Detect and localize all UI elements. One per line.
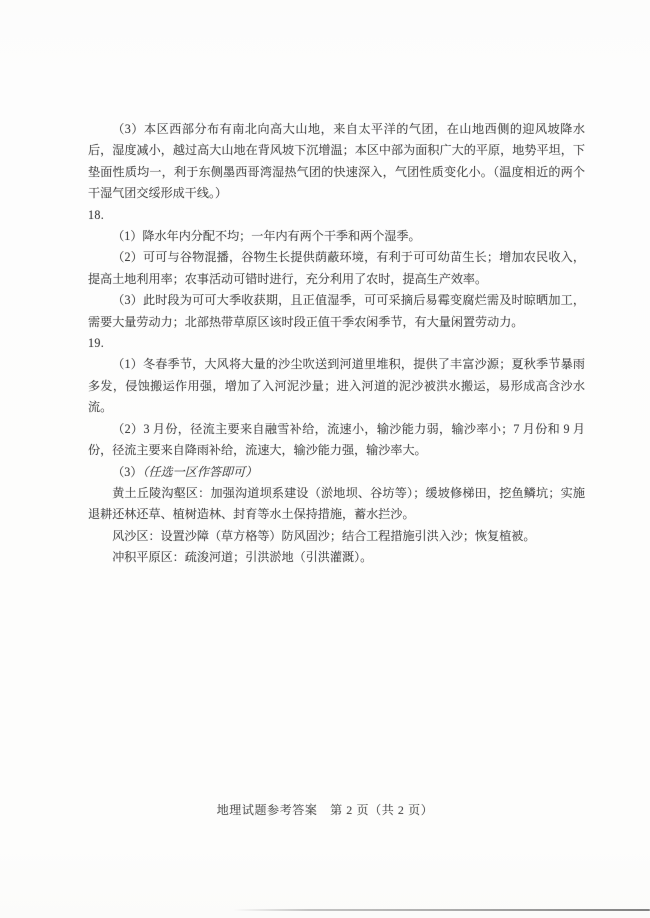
answer-19-part2: （2）3 月份，径流主要来自融雪补给，流速小，输沙能力弱，输沙率小；7 月份和 9 月份，径流主要来自降雨补给，流速大，输沙能力强，输沙率大。: [88, 421, 585, 458]
answer-19-part3-loess-zone: 黄土丘陵沟壑区：加强沟道坝系建设（淤地坝、谷坊等）；缓坡修梯田，挖鱼鳞坑；实施退耕还林还草、植树造林、封育等水土保持措施，蓄水拦沙。: [88, 485, 585, 522]
answer-17-part3: （3）本区西部分布有南北向高大山地，来自太平洋的气团，在山地西侧的迎风坡降水后，湿度减小，越过高大山地在背风坡下沉增温；本区中部为面积广大的平原，地势平坦，下垫面性质均一，利于东侧墨西哥湾湿热气团的快速深入，气团性质变化小。（温度相近的两个干湿气团交绥形成干线。）: [88, 122, 585, 201]
page-footer-label: 地理试题参考答案 第 2 页（共 2 页）: [216, 803, 434, 817]
answer-18-part2: （2）可可与谷物混播，谷物生长提供荫蔽环境，有利于可可幼苗生长；增加农民收入，提高土地利用率；农事活动可错时进行，充分利用了农时，提高生产效率。: [88, 250, 585, 286]
question-19-number: 19.: [88, 336, 105, 351]
answer-19-part3-sand-zone: 风沙区：设置沙障（草方格等）防风固沙；结合工程措施引洪入沙；恢复植被。: [112, 528, 536, 543]
answer-key-content: [88, 119, 585, 569]
answer-18-part3: （3）此时段为可可大季收获期，且正值湿季，可可采摘后易霉变腐烂需及时晾晒加工，需要大量劳动力；北部热带草原区该时段正值干季农闲季节，有大量闲置劳动力。: [88, 293, 585, 329]
answer-19-part3-plain-zone: 冲积平原区：疏浚河道；引洪淤地（引洪灌溉）。: [112, 550, 373, 565]
question-18-number: 18.: [88, 207, 105, 222]
answer-19-part1: （1）冬春季节，大风将大量的沙尘吹送到河道里堆积，提供了丰富沙源；夏秋季节暴雨多发，侵蚀搬运作用强，增加了入河泥沙量；进入河道的泥沙被洪水搬运，易形成高含沙水流。: [88, 357, 585, 415]
answer-19-part3-heading: [88, 462, 585, 483]
answer-19-part3-label: （3）: [112, 464, 143, 479]
answer-19-part3-note: （任选一区作答即可）: [142, 464, 258, 479]
answer-18-part1: （1）降水年内分配不均；一年内有两个干季和两个湿季。: [112, 229, 421, 244]
scan-artifact-line: [233, 909, 650, 911]
